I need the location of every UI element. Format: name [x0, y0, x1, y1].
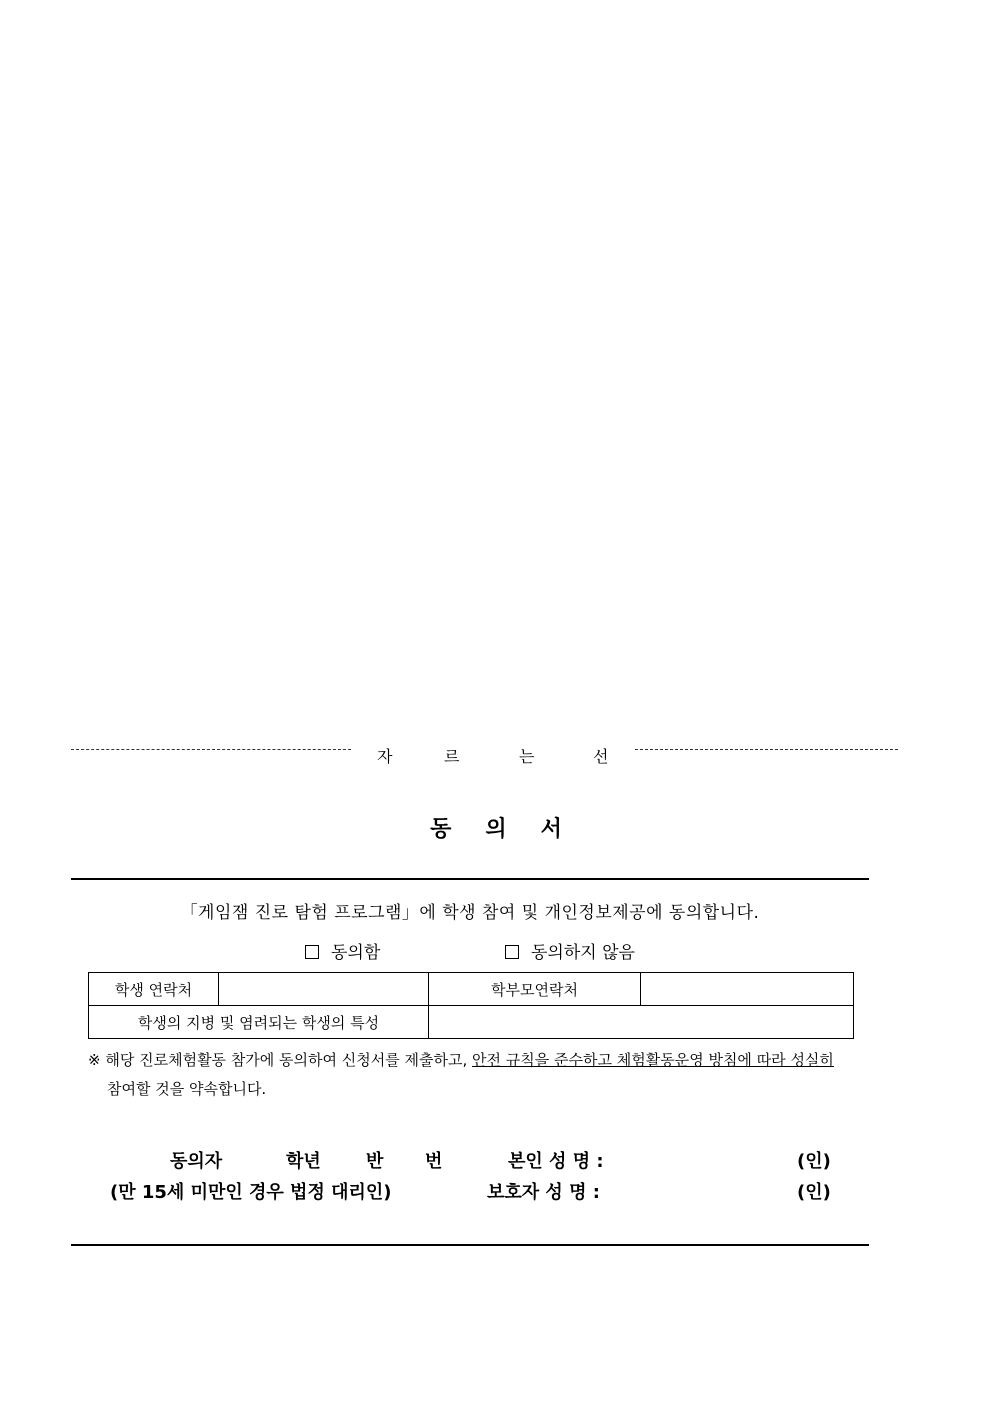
agree-label: 동의함 — [331, 943, 381, 963]
guardian-name-label: 보호자 성 명 : — [487, 1182, 600, 1203]
self-name-label: 본인 성 명 : — [508, 1151, 604, 1172]
parent-contact-label: 학부모연락처 — [429, 973, 641, 1006]
table-row — [89, 1006, 854, 1039]
cut-line-char-1: 자 — [377, 747, 393, 766]
special-notes-field[interactable] — [429, 1006, 854, 1039]
disagree-label: 동의하지 않음 — [531, 943, 635, 963]
class-label: 반 — [366, 1151, 384, 1172]
bottom-rule — [71, 1244, 869, 1246]
disagree-checkbox[interactable] — [505, 945, 519, 959]
number-label: 번 — [425, 1151, 443, 1172]
special-notes-label: 학생의 지병 및 염려되는 학생의 특성 — [89, 1006, 429, 1039]
parent-contact-field[interactable] — [641, 973, 854, 1006]
note-mark: ※ — [88, 1051, 101, 1069]
consenter-label: 동의자 — [170, 1151, 223, 1172]
agree-option[interactable] — [305, 942, 380, 964]
note-line1-plain: 해당 진로체험활동 참가에 동의하여 신청서를 제출하고, — [105, 1051, 468, 1069]
cut-line-char-3: 는 — [519, 747, 535, 766]
contact-table — [88, 972, 854, 1039]
student-contact-field[interactable] — [219, 973, 429, 1006]
cut-line-char-4: 선 — [593, 747, 609, 766]
pledge-note — [88, 1046, 878, 1104]
table-row — [89, 973, 854, 1006]
student-contact-label: 학생 연락처 — [89, 973, 219, 1006]
note-line1-underlined: 안전 규칙을 준수하고 체험활동운영 방침에 따라 성실히 — [472, 1051, 834, 1069]
agree-checkbox[interactable] — [305, 945, 319, 959]
grade-label: 학년 — [286, 1151, 321, 1172]
document-title: 동의서 — [430, 817, 596, 842]
top-rule — [71, 878, 869, 880]
disagree-option[interactable] — [505, 942, 635, 964]
cut-line-left — [71, 749, 351, 750]
seal-2: (인) — [797, 1182, 831, 1203]
proxy-note: (만 15세 미만인 경우 법정 대리인) — [110, 1182, 392, 1203]
cut-line-right — [635, 749, 898, 750]
cut-line-char-2: 르 — [444, 747, 460, 766]
note-line2: 참여할 것을 약속합니다. — [107, 1080, 267, 1098]
consent-statement: 「게임잼 진로 탐험 프로그램」에 학생 참여 및 개인정보제공에 동의합니다. — [180, 903, 760, 923]
seal-1: (인) — [797, 1151, 831, 1172]
